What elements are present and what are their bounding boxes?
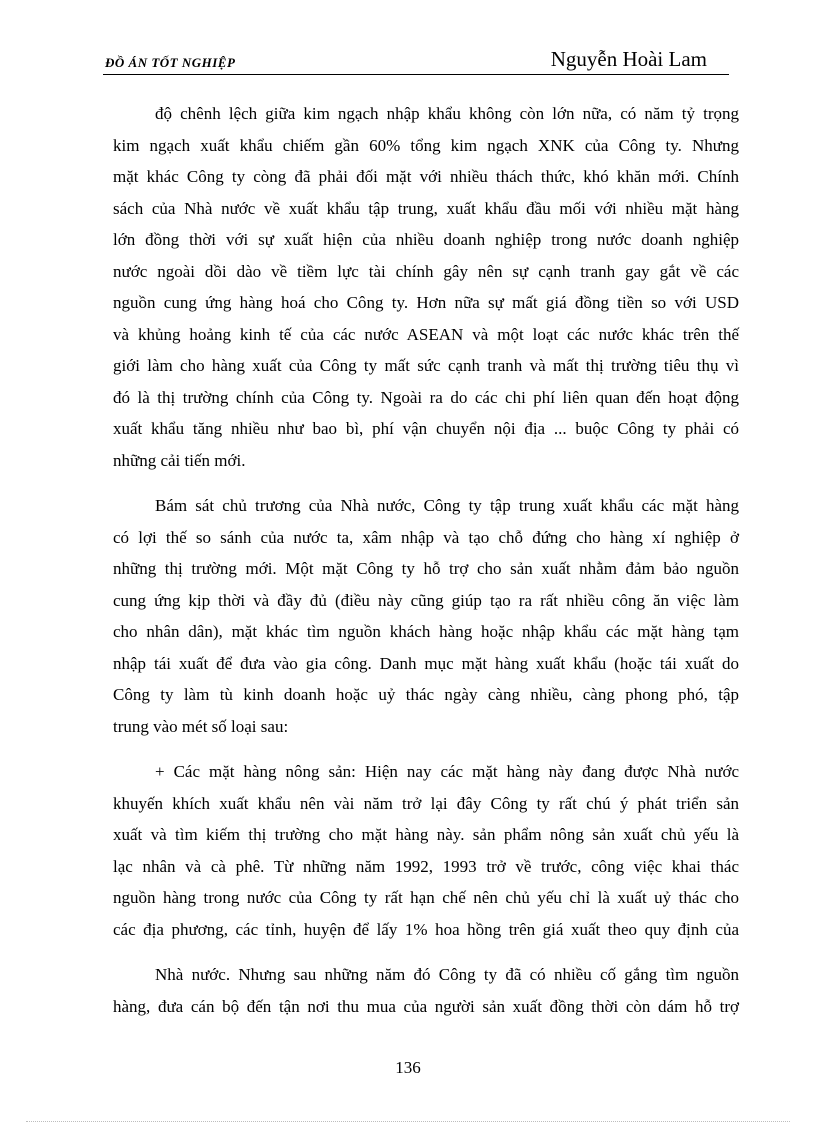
text-line: nhập tái xuất để đưa vào gia công. Danh mục mặt hàng xuất khẩu (hoặc tái xuất do bbox=[113, 653, 739, 673]
text-line: những cải tiến mới. bbox=[113, 450, 246, 470]
document-type-label: ĐỒ ÁN TỐT NGHIỆP bbox=[105, 55, 236, 70]
text-line: có lợi thế so sánh của nước ta, xâm nhập và tạo chỗ đứng cho hàng xí nghiệp ở bbox=[113, 527, 739, 547]
text-line: khuyến khích xuất khẩu nên vài năm trở lại đây Công ty rất chú ý phát triển sản bbox=[113, 793, 739, 813]
text-line: đó là thị trường chính của Công ty. Ngoài ra do các chi phí liên quan đến hoạt động bbox=[113, 387, 739, 407]
paragraph bbox=[113, 98, 739, 476]
text-line: và khủng hoảng kinh tế của các nước ASEAN và một loạt các nước khác trên thế bbox=[113, 324, 739, 344]
text-line: mặt khác Công ty còng đã phải đối mặt với nhiều thách thức, khó khăn mới. Chính bbox=[113, 167, 739, 186]
text-line: Bám sát chủ trương của Nhà nước, Công ty tập trung xuất khẩu các mặt hàng bbox=[155, 496, 739, 515]
text-line: độ chênh lệch giữa kim ngạch nhập khẩu không còn lớn nữa, có năm tỷ trọng bbox=[155, 104, 739, 123]
text-line: kim ngạch xuất khẩu chiếm gần 60% tổng kim ngạch XNK của Công ty. Nhưng bbox=[113, 135, 739, 155]
page-header bbox=[103, 48, 729, 75]
text-line: cho nhân dân), mặt khác tìm nguồn khách hàng hoặc nhập khẩu các mặt hàng tạm bbox=[113, 622, 739, 641]
text-line: xuất khẩu tăng nhiều như bao bì, phí vận chuyển nội địa ... buộc Công ty phải có bbox=[113, 419, 739, 438]
document-body bbox=[113, 98, 739, 1022]
paragraph bbox=[113, 959, 739, 1022]
text-line: xuất và tìm kiếm thị trường cho mặt hàng này. sản phẩm nông sản xuất chủ yếu là bbox=[113, 825, 739, 844]
text-line: hàng, đưa cán bộ đến tận nơi thu mua của người sản xuất đồng thời còn dám hỗ trợ bbox=[113, 996, 739, 1016]
text-line: Nhà nước. Nhưng sau những năm đó Công ty đã có nhiều cố gắng tìm nguồn bbox=[155, 965, 739, 984]
text-line: + Các mặt hàng nông sản: Hiện nay các mặt hàng này đang được Nhà nước bbox=[155, 762, 739, 781]
paragraph bbox=[113, 490, 739, 742]
text-line: giới làm cho hàng xuất của Công ty mất sức cạnh tranh và mất thị trường tiêu thụ vì bbox=[113, 356, 739, 375]
page-number: 136 bbox=[395, 1058, 421, 1077]
author-name: Nguyễn Hoài Lam bbox=[550, 47, 707, 71]
text-line: lạc nhân và cà phê. Từ những năm 1992, 1993 trở về trước, công việc khai thác bbox=[113, 856, 739, 876]
text-line: Công ty làm tù kinh doanh hoặc uỷ thác ngày càng nhiều, càng phong phó, tập bbox=[113, 685, 739, 704]
text-line: trung vào mét số loại sau: bbox=[113, 716, 289, 736]
text-line: các địa phương, các tỉnh, huyện để lấy 1% hoa hồng trên giá xuất theo quy định của bbox=[113, 919, 739, 939]
text-line: nguồn cung ứng hàng hoá cho Công ty. Hơn nữa sự mất giá đồng tiền so với USD bbox=[113, 293, 739, 312]
paragraph bbox=[113, 756, 739, 945]
text-line: nguồn hàng trong nước của Công ty rất hạn chế nên chủ yếu chỉ là xuất uỷ thác cho bbox=[113, 888, 739, 907]
text-line: lớn đồng thời với sự xuất hiện của nhiều doanh nghiệp trong nước doanh nghiệp bbox=[113, 230, 739, 249]
page-bottom-rule bbox=[26, 1121, 790, 1122]
text-line: cung ứng kịp thời và đầy đủ (điều này cũng giúp tạo ra rất nhiều công ăn việc làm bbox=[113, 590, 739, 610]
text-line: nước ngoài dồi dào về tiềm lực tài chính gây nên sự cạnh tranh gay gắt về các bbox=[113, 261, 739, 281]
text-line: sách của Nhà nước về xuất khẩu tập trung, xuất khẩu đầu mối với nhiều mặt hàng bbox=[113, 198, 739, 218]
text-line: những thị trường mới. Một mặt Công ty hỗ trợ cho sản xuất nhằm đảm bảo nguồn bbox=[113, 559, 739, 578]
